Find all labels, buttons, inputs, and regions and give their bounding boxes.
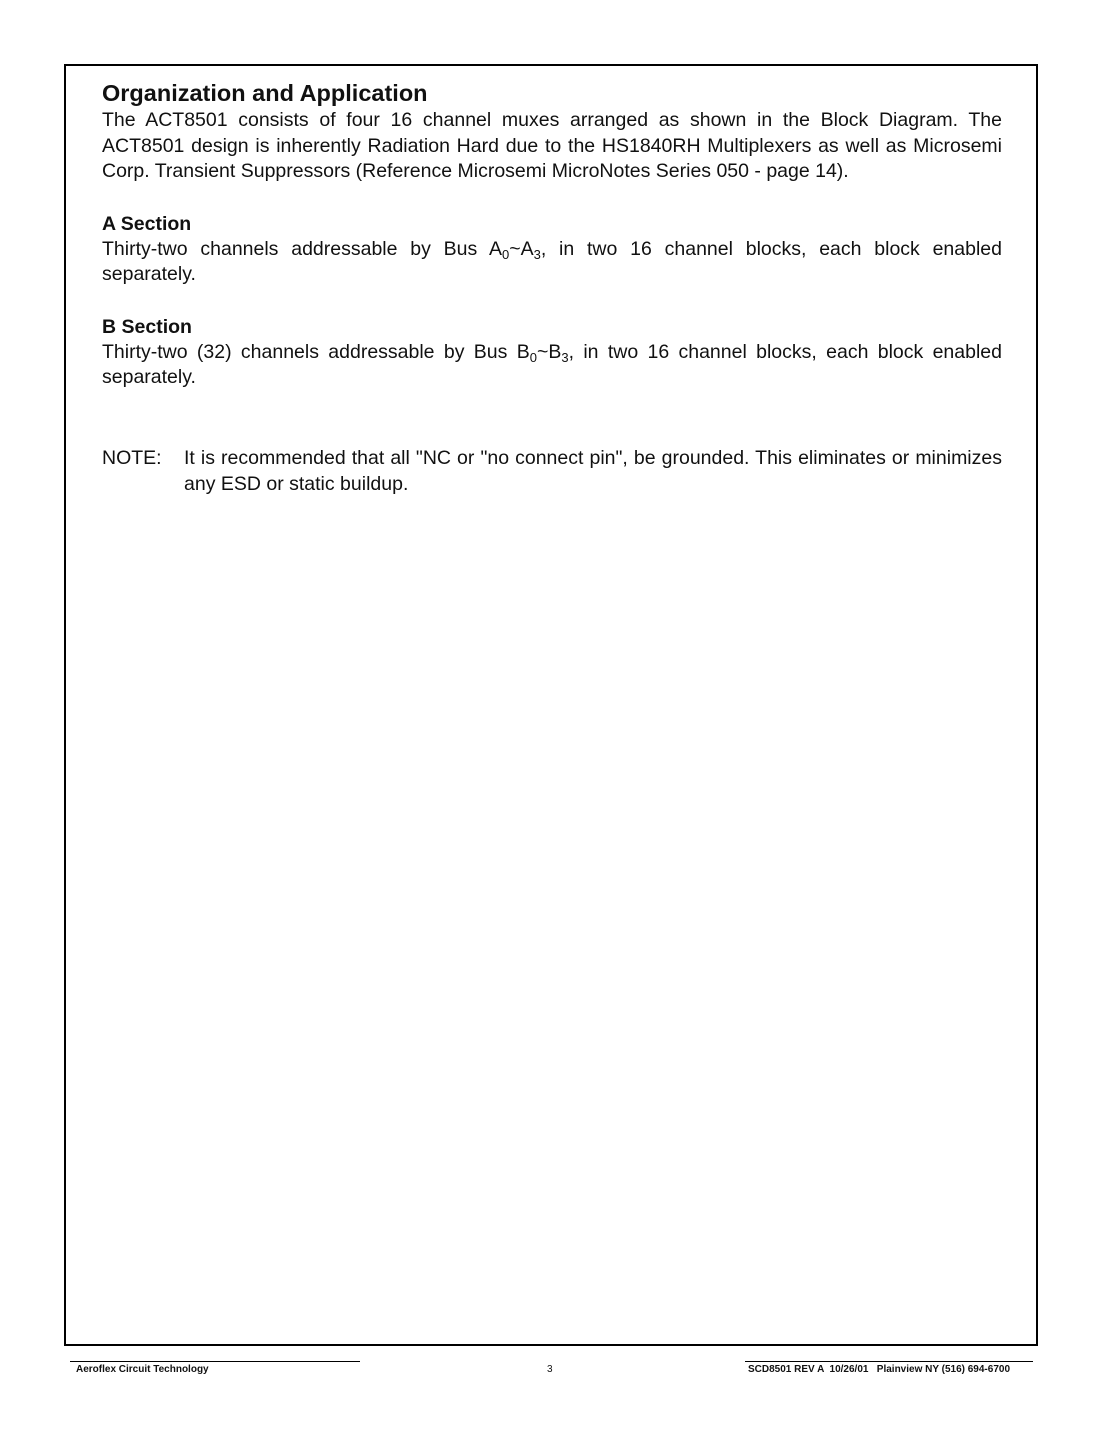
note-label: NOTE:: [102, 446, 162, 469]
intro-paragraph: The ACT8501 consists of four 16 channel muxes arranged as shown in the Block Diagram. The ACT8501 design is inherently Radiation Hard due to the HS1840RH Multiplexers as well as Microsemi Corp. Transient Suppressors (Reference Microsemi MicroNotes Series 050 - page 14).: [102, 109, 1002, 182]
section-b-text: Thirty-two (32) channels addressable by Bus $B_0\sim B_3$, in two 16 channel blocks, each block enabled separately.: [102, 340, 1002, 388]
footer-rule-left: [70, 1361, 360, 1362]
note-block: [102, 445, 1002, 497]
section-a-heading: A Section: [102, 212, 192, 235]
section-a-text: Thirty-two channels addressable by Bus $A_0\sim A_3$, in two 16 channel blocks, each block enabled separately.: [102, 237, 1002, 285]
section-b-heading: B Section: [102, 315, 192, 338]
section-a: [102, 212, 1002, 288]
footer-page-number: 3: [547, 1364, 553, 1375]
footer-rule-right: [745, 1361, 1033, 1362]
section-b: [102, 315, 1002, 391]
page-title: Organization and Application: [102, 80, 428, 106]
note-text: It is recommended that all "NC or "no connect pin", be grounded. This eliminates or minimizes any ESD or static buildup.: [184, 446, 1002, 495]
page-content: [102, 78, 1002, 497]
footer-company: Aeroflex Circuit Technology: [76, 1364, 209, 1375]
footer-doc-info: SCD8501 REV A 10/26/01 Plainview NY (516) 694-6700: [748, 1364, 1011, 1375]
